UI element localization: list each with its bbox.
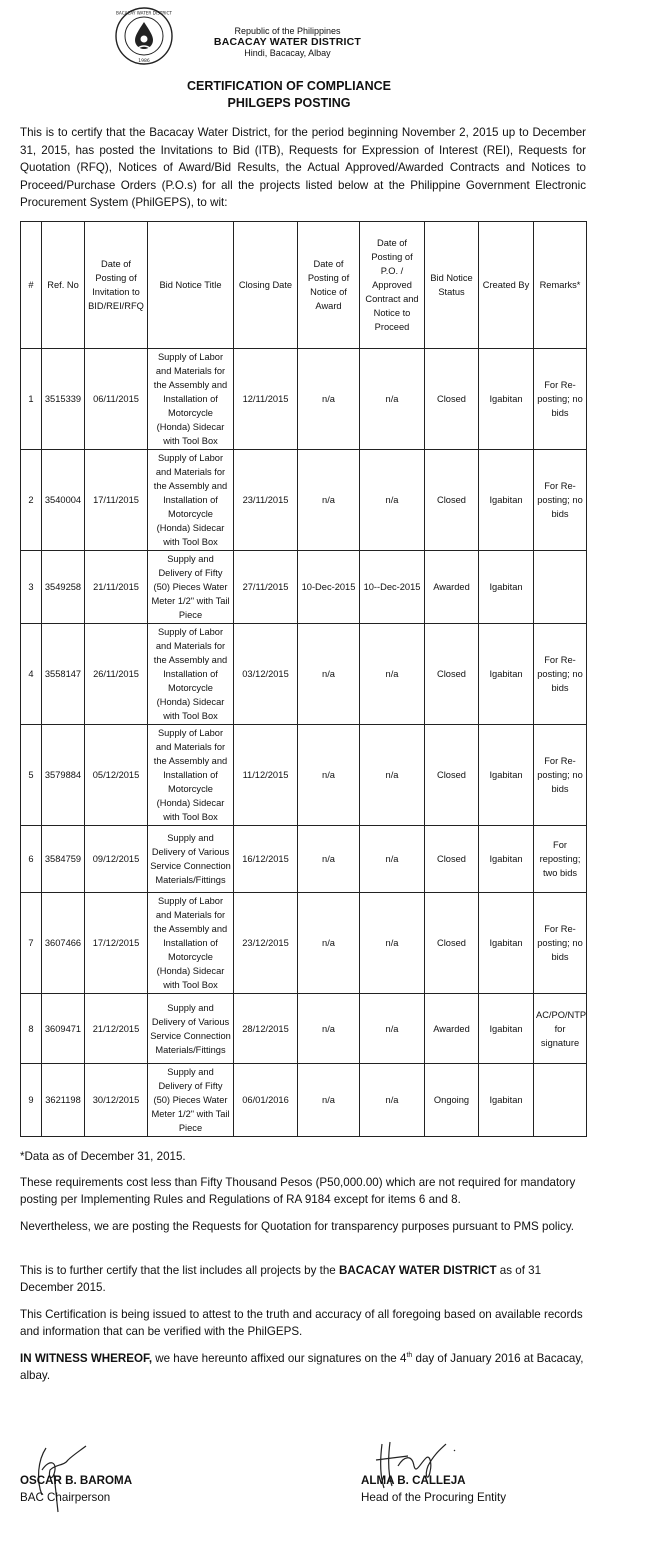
cell-row-number: 4 bbox=[21, 624, 42, 725]
column-header-award-date: Date of Posting of Notice of Award bbox=[298, 222, 360, 349]
cell-ref-no: 3549258 bbox=[42, 551, 85, 624]
data-as-of-note: *Data as of December 31, 2015. bbox=[20, 1150, 186, 1163]
svg-text:1986: 1986 bbox=[138, 59, 150, 64]
republic-line: Republic of the Philippines bbox=[234, 26, 341, 36]
signatory-chairperson bbox=[20, 1472, 132, 1506]
cell-created-by: Igabitan bbox=[479, 826, 534, 893]
table-row bbox=[21, 994, 587, 1064]
cell-created-by: Igabitan bbox=[479, 551, 534, 624]
cell-invitation-date: 06/11/2015 bbox=[85, 349, 148, 450]
cell-closing-date: 23/12/2015 bbox=[234, 893, 298, 994]
signatory-role: Head of the Procuring Entity bbox=[361, 1491, 507, 1504]
signatory-name: ALMA B. CALLEJA bbox=[361, 1474, 466, 1487]
cell-created-by: Igabitan bbox=[479, 349, 534, 450]
table-body bbox=[21, 349, 587, 1137]
cell-closing-date: 27/11/2015 bbox=[234, 551, 298, 624]
cell-closing-date: 03/12/2015 bbox=[234, 624, 298, 725]
witness-paragraph: IN WITNESS WHEREOF, we have hereunto affixed our signatures on the 4th day of January 2016 at Bacacay, albay. bbox=[20, 1352, 584, 1382]
table-row bbox=[21, 551, 587, 624]
column-header-created-by: Created By bbox=[479, 222, 534, 349]
cell-bid-status: Closed bbox=[425, 826, 479, 893]
cell-bid-status: Closed bbox=[425, 349, 479, 450]
requirements-note: These requirements cost less than Fifty Thousand Pesos (P50,000.00) which are not required for mandatory posting per Implementing Rules and Regulations of RA 9184 except for items 6 and 8. bbox=[20, 1176, 576, 1206]
cell-ref-no: 3621198 bbox=[42, 1064, 85, 1137]
cell-bid-status: Ongoing bbox=[425, 1064, 479, 1137]
cell-created-by: Igabitan bbox=[479, 994, 534, 1064]
cell-po-date: n/a bbox=[360, 624, 425, 725]
signatory-entity-head bbox=[361, 1472, 506, 1506]
cell-bid-notice-title: Supply and Delivery of Various Service Connection Materials/Fittings bbox=[148, 994, 234, 1064]
district-name: BACACAY WATER DISTRICT bbox=[213, 36, 362, 48]
cell-bid-notice-title: Supply and Delivery of Fifty (50) Pieces Water Meter 1/2" with Tail Piece bbox=[148, 551, 234, 624]
column-header-ref-no: Ref. No bbox=[42, 222, 85, 349]
cell-bid-notice-title: Supply and Delivery of Fifty (50) Pieces Water Meter 1/2" with Tail Piece bbox=[148, 1064, 234, 1137]
column-header-remarks: Remarks* bbox=[534, 222, 587, 349]
cell-remarks: For Re-posting; no bids bbox=[534, 349, 587, 450]
cell-award-date: n/a bbox=[298, 893, 360, 994]
cell-remarks bbox=[534, 1064, 587, 1137]
cell-closing-date: 16/12/2015 bbox=[234, 826, 298, 893]
cell-bid-notice-title: Supply of Labor and Materials for the Assembly and Installation of Motorcycle (Honda) Sidecar with Tool Box bbox=[148, 450, 234, 551]
document-title: CERTIFICATION OF COMPLIANCE bbox=[187, 79, 391, 93]
table-row bbox=[21, 1064, 587, 1137]
cell-bid-status: Closed bbox=[425, 725, 479, 826]
column-header-invitation-date: Date of Posting of Invitation to BID/REI/RFQ bbox=[85, 222, 148, 349]
cell-invitation-date: 26/11/2015 bbox=[85, 624, 148, 725]
signatory-role: BAC Chairperson bbox=[20, 1491, 111, 1504]
cell-invitation-date: 30/12/2015 bbox=[85, 1064, 148, 1137]
cell-remarks: AC/PO/NTP for signature bbox=[534, 994, 587, 1064]
cell-ref-no: 3609471 bbox=[42, 994, 85, 1064]
cell-row-number: 9 bbox=[21, 1064, 42, 1137]
cell-invitation-date: 17/12/2015 bbox=[85, 893, 148, 994]
cell-ref-no: 3515339 bbox=[42, 349, 85, 450]
cell-po-date: n/a bbox=[360, 725, 425, 826]
cell-created-by: Igabitan bbox=[479, 450, 534, 551]
cell-remarks: For Re-posting; no bids bbox=[534, 725, 587, 826]
column-header-closing-date: Closing Date bbox=[234, 222, 298, 349]
cell-row-number: 7 bbox=[21, 893, 42, 994]
signatory-name: OSCAR B. BAROMA bbox=[20, 1474, 133, 1487]
cell-award-date: n/a bbox=[298, 450, 360, 551]
table-header-row bbox=[21, 222, 587, 349]
document-subtitle: PHILGEPS POSTING bbox=[227, 96, 351, 110]
cell-remarks: For Re-posting; no bids bbox=[534, 893, 587, 994]
cell-award-date: n/a bbox=[298, 1064, 360, 1137]
cell-bid-status: Closed bbox=[425, 450, 479, 551]
cell-remarks: For Re-posting; no bids bbox=[534, 624, 587, 725]
cell-ref-no: 3579884 bbox=[42, 725, 85, 826]
cell-bid-notice-title: Supply of Labor and Materials for the Assembly and Installation of Motorcycle (Honda) Sidecar with Tool Box bbox=[148, 624, 234, 725]
cell-po-date: n/a bbox=[360, 893, 425, 994]
cell-closing-date: 12/11/2015 bbox=[234, 349, 298, 450]
cell-bid-notice-title: Supply and Delivery of Various Service Connection Materials/Fittings bbox=[148, 826, 234, 893]
cell-ref-no: 3584759 bbox=[42, 826, 85, 893]
cell-invitation-date: 09/12/2015 bbox=[85, 826, 148, 893]
cell-closing-date: 28/12/2015 bbox=[234, 994, 298, 1064]
column-header-bid-status: Bid Notice Status bbox=[425, 222, 479, 349]
cell-ref-no: 3607466 bbox=[42, 893, 85, 994]
letterhead bbox=[190, 26, 385, 59]
cell-invitation-date: 05/12/2015 bbox=[85, 725, 148, 826]
cell-remarks: For Re-posting; no bids bbox=[534, 450, 587, 551]
cell-bid-status: Awarded bbox=[425, 994, 479, 1064]
water-district-seal-logo bbox=[114, 6, 174, 66]
cell-bid-notice-title: Supply of Labor and Materials for the Assembly and Installation of Motorcycle (Honda) Sidecar with Tool Box bbox=[148, 893, 234, 994]
cell-po-date: n/a bbox=[360, 450, 425, 551]
district-address: Hindi, Bacacay, Albay bbox=[244, 48, 331, 58]
cell-award-date: 10-Dec-2015 bbox=[298, 551, 360, 624]
cell-ref-no: 3558147 bbox=[42, 624, 85, 725]
cell-remarks: For reposting; two bids bbox=[534, 826, 587, 893]
cell-award-date: n/a bbox=[298, 349, 360, 450]
cell-bid-status: Closed bbox=[425, 893, 479, 994]
cell-bid-status: Closed bbox=[425, 624, 479, 725]
cell-closing-date: 23/11/2015 bbox=[234, 450, 298, 551]
cell-created-by: Igabitan bbox=[479, 624, 534, 725]
cell-po-date: n/a bbox=[360, 349, 425, 450]
cell-po-date: n/a bbox=[360, 1064, 425, 1137]
cell-remarks bbox=[534, 551, 587, 624]
table-row bbox=[21, 725, 587, 826]
column-header-po-date: Date of Posting of P.O. / Approved Contract and Notice to Proceed bbox=[360, 222, 425, 349]
cell-award-date: n/a bbox=[298, 725, 360, 826]
cell-row-number: 1 bbox=[21, 349, 42, 450]
cell-bid-status: Awarded bbox=[425, 551, 479, 624]
cell-bid-notice-title: Supply of Labor and Materials for the Assembly and Installation of Motorcycle (Honda) Sidecar with Tool Box bbox=[148, 349, 234, 450]
issued-paragraph: This Certification is being issued to attest to the truth and accuracy of all foregoing based on available records and information that can be verified with the PhilGEPS. bbox=[20, 1308, 583, 1338]
svg-text:BACACAY WATER DISTRICT: BACACAY WATER DISTRICT bbox=[116, 10, 172, 16]
cell-row-number: 6 bbox=[21, 826, 42, 893]
cell-award-date: n/a bbox=[298, 624, 360, 725]
cell-closing-date: 06/01/2016 bbox=[234, 1064, 298, 1137]
cell-bid-notice-title: Supply of Labor and Materials for the Assembly and Installation of Motorcycle (Honda) Sidecar with Tool Box bbox=[148, 725, 234, 826]
cell-invitation-date: 21/12/2015 bbox=[85, 994, 148, 1064]
column-header-bid-notice-title: Bid Notice Title bbox=[148, 222, 234, 349]
cell-row-number: 5 bbox=[21, 725, 42, 826]
table-row bbox=[21, 624, 587, 725]
cell-invitation-date: 21/11/2015 bbox=[85, 551, 148, 624]
cell-created-by: Igabitan bbox=[479, 893, 534, 994]
bid-notices-table bbox=[20, 221, 587, 1137]
cell-row-number: 3 bbox=[21, 551, 42, 624]
intro-paragraph: This is to certify that the Bacacay Water District, for the period beginning November 2, 2015 up to December 31, 2015, has posted the Invitations to Bid (ITB), Requests for Expression of Interest (REI), Requests for Quotation (RFQ), Notices of Award/Bid Results, the Actual Approved/Awarded Contracts and Notices to Proceed/Purchase Orders (P.O.s) for all the projects listed below at the Philippine Government Electronic Procurement System (PhilGEPS), to wit: bbox=[20, 126, 586, 210]
cell-closing-date: 11/12/2015 bbox=[234, 725, 298, 826]
transparency-note: Nevertheless, we are posting the Requests for Quotation for transparency purposes pursuant to PMS policy. bbox=[20, 1220, 574, 1233]
cell-row-number: 8 bbox=[21, 994, 42, 1064]
table-row bbox=[21, 450, 587, 551]
cell-created-by: Igabitan bbox=[479, 725, 534, 826]
cell-po-date: n/a bbox=[360, 994, 425, 1064]
cell-row-number: 2 bbox=[21, 450, 42, 551]
table-row bbox=[21, 893, 587, 994]
cell-created-by: Igabitan bbox=[479, 1064, 534, 1137]
cell-invitation-date: 17/11/2015 bbox=[85, 450, 148, 551]
cell-po-date: 10--Dec-2015 bbox=[360, 551, 425, 624]
cell-ref-no: 3540004 bbox=[42, 450, 85, 551]
cell-award-date: n/a bbox=[298, 994, 360, 1064]
table-row bbox=[21, 349, 587, 450]
table-row bbox=[21, 826, 587, 893]
certify-paragraph: This is to further certify that the list includes all projects by the BACACAY WATER DISTRICT as of 31 December 2015. bbox=[20, 1264, 542, 1294]
cell-award-date: n/a bbox=[298, 826, 360, 893]
cell-po-date: n/a bbox=[360, 826, 425, 893]
column-header-row-number: # bbox=[21, 222, 42, 349]
